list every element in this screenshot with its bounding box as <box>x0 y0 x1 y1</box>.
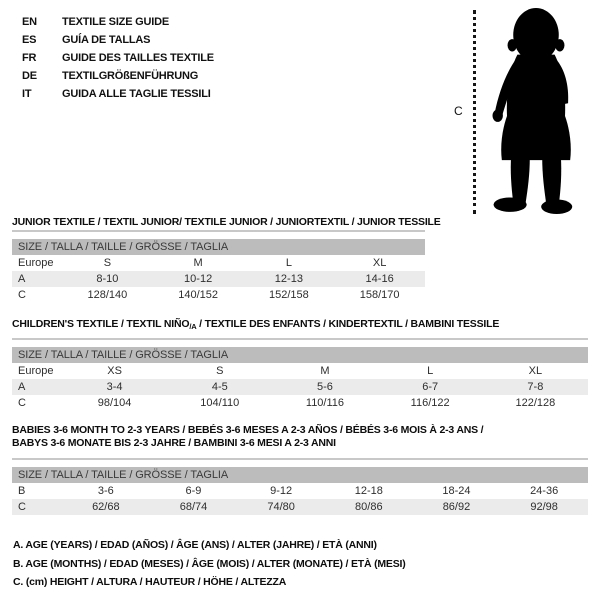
row-label: C <box>18 397 26 409</box>
children-heading-text-cont: / TEXTILE DES ENFANTS / KINDERTEXTIL / BAMBINI TESSILE <box>196 318 500 330</box>
babies-section-heading-line1: BABIES 3-6 MONTH TO 2-3 YEARS / BEBÉS 3-6 MESES A 2-3 AÑOS / BÉBÉS 3-6 MOIS À 2-3 ANS / <box>12 424 484 436</box>
baby-silhouette-image <box>481 7 591 214</box>
children-section-heading <box>12 318 588 333</box>
size-cell: 4-5 <box>211 381 228 393</box>
guide-title: GUIDA ALLE TAGLIE TESSILI <box>62 88 211 100</box>
size-cell: M <box>193 257 203 269</box>
footnote-line: A. AGE (YEARS) / EDAD (AÑOS) / ÂGE (ANS) / ALTER (JAHRE) / ETÀ (ANNI) <box>13 539 377 551</box>
row-label: C <box>18 501 26 513</box>
section-babies-textile <box>12 424 588 515</box>
children-size-table <box>12 347 588 411</box>
junior-size-table <box>12 239 425 303</box>
language-row <box>22 13 214 31</box>
size-cell: L <box>285 257 292 269</box>
size-cell: S <box>216 365 224 377</box>
size-cell: 122/128 <box>515 397 556 409</box>
table-row <box>12 271 425 287</box>
size-cell: 80/86 <box>355 501 383 513</box>
table-row <box>12 483 588 499</box>
table-row <box>12 379 588 395</box>
size-cell: 86/92 <box>442 501 471 513</box>
size-cell: 110/116 <box>305 397 345 409</box>
size-cell: 6-9 <box>185 485 202 497</box>
table-row <box>12 363 588 379</box>
size-cell: M <box>320 365 330 377</box>
section-junior-textile <box>12 216 441 303</box>
size-cell: 128/140 <box>87 289 128 301</box>
size-cell: 62/68 <box>92 501 120 513</box>
size-header-band: SIZE / TALLA / TAILLE / GRÖSSE / TAGLIA <box>12 239 425 255</box>
section-children-textile <box>12 318 588 411</box>
junior-section-heading: JUNIOR TEXTILE / TEXTIL JUNIOR/ TEXTILE JUNIOR / JUNIORTEXTIL / JUNIOR TESSILE <box>12 216 441 228</box>
size-cell: 7-8 <box>527 381 544 393</box>
language-row <box>22 85 214 103</box>
size-header-band: SIZE / TALLA / TAILLE / GRÖSSE / TAGLIA <box>12 347 588 363</box>
babies-section-heading-line2: BABYS 3-6 MONATE BIS 2-3 JAHRE / BAMBINI 3-6 MESI A 2-3 ANNI <box>12 437 336 449</box>
row-label: Europe <box>18 365 54 377</box>
size-cell: 140/152 <box>178 289 218 301</box>
row-label: B <box>18 485 26 497</box>
size-cell: 92/98 <box>530 501 558 513</box>
guide-title: GUIDE DES TAILLES TEXTILE <box>62 52 214 64</box>
size-cell: 8-10 <box>96 273 119 285</box>
guide-title: TEXTILE SIZE GUIDE <box>62 16 170 28</box>
size-cell: 152/158 <box>268 289 309 301</box>
children-heading-subscript: /A <box>189 322 197 331</box>
size-cell: L <box>427 365 434 377</box>
size-cell: 68/74 <box>179 501 208 513</box>
language-code: ES <box>22 34 37 46</box>
table-top-rule <box>12 230 425 232</box>
size-cell: XS <box>107 365 122 377</box>
size-cell: 10-12 <box>184 273 213 285</box>
size-cell: 98/104 <box>97 397 132 409</box>
babies-size-table <box>12 467 588 515</box>
language-code: IT <box>22 88 32 100</box>
row-label: C <box>18 289 26 301</box>
table-row <box>12 255 425 271</box>
children-heading-text: CHILDREN'S TEXTILE / TEXTIL NIÑO <box>12 318 190 330</box>
baby-figure <box>450 4 598 226</box>
row-label: Europe <box>18 257 54 269</box>
guide-title: TEXTILGRÖßENFÜHRUNG <box>62 70 199 82</box>
size-cell: 158/170 <box>359 289 400 301</box>
table-row <box>12 287 425 303</box>
table-row <box>12 499 588 515</box>
size-cell: 9-12 <box>270 485 293 497</box>
language-row <box>22 49 214 67</box>
row-label: A <box>18 273 26 285</box>
table-row <box>12 395 588 411</box>
footnote-line: C. (cm) HEIGHT / ALTURA / HAUTEUR / HÖHE / ALTEZZA <box>13 576 287 588</box>
language-code: EN <box>22 16 37 28</box>
size-header-band: SIZE / TALLA / TAILLE / GRÖSSE / TAGLIA <box>12 467 588 483</box>
size-cell: 18-24 <box>442 485 471 497</box>
size-cell: 3-6 <box>97 485 114 497</box>
size-cell: 24-36 <box>530 485 559 497</box>
language-code: DE <box>22 70 37 82</box>
table-top-rule <box>12 458 588 460</box>
guide-title: GUÍA DE TALLAS <box>62 34 151 46</box>
size-cell: 6-7 <box>422 381 439 393</box>
size-cell: 116/122 <box>410 397 450 409</box>
height-measure-dashed-line <box>473 10 476 214</box>
size-cell: 5-6 <box>317 381 333 393</box>
language-row <box>22 31 214 49</box>
footnote-line: B. AGE (MONTHS) / EDAD (MESES) / ÂGE (MOIS) / ALTER (MONATE) / ETÀ (MESI) <box>13 557 406 570</box>
language-row <box>22 67 214 85</box>
table-top-rule <box>12 338 588 340</box>
language-code: FR <box>22 52 37 64</box>
size-cell: 3-4 <box>106 381 123 393</box>
size-cell: 74/80 <box>267 501 295 513</box>
size-cell: XL <box>528 365 543 377</box>
height-measure-label: C <box>454 104 463 118</box>
size-cell: 12-18 <box>354 485 383 497</box>
size-cell: S <box>103 257 112 269</box>
size-cell: 104/110 <box>200 397 240 409</box>
row-label: A <box>18 381 26 393</box>
size-cell: 12-13 <box>274 273 303 285</box>
size-cell: 14-16 <box>365 273 394 285</box>
size-cell: XL <box>372 257 387 269</box>
measurement-key-footnotes <box>13 536 406 592</box>
language-title-list <box>22 13 214 103</box>
